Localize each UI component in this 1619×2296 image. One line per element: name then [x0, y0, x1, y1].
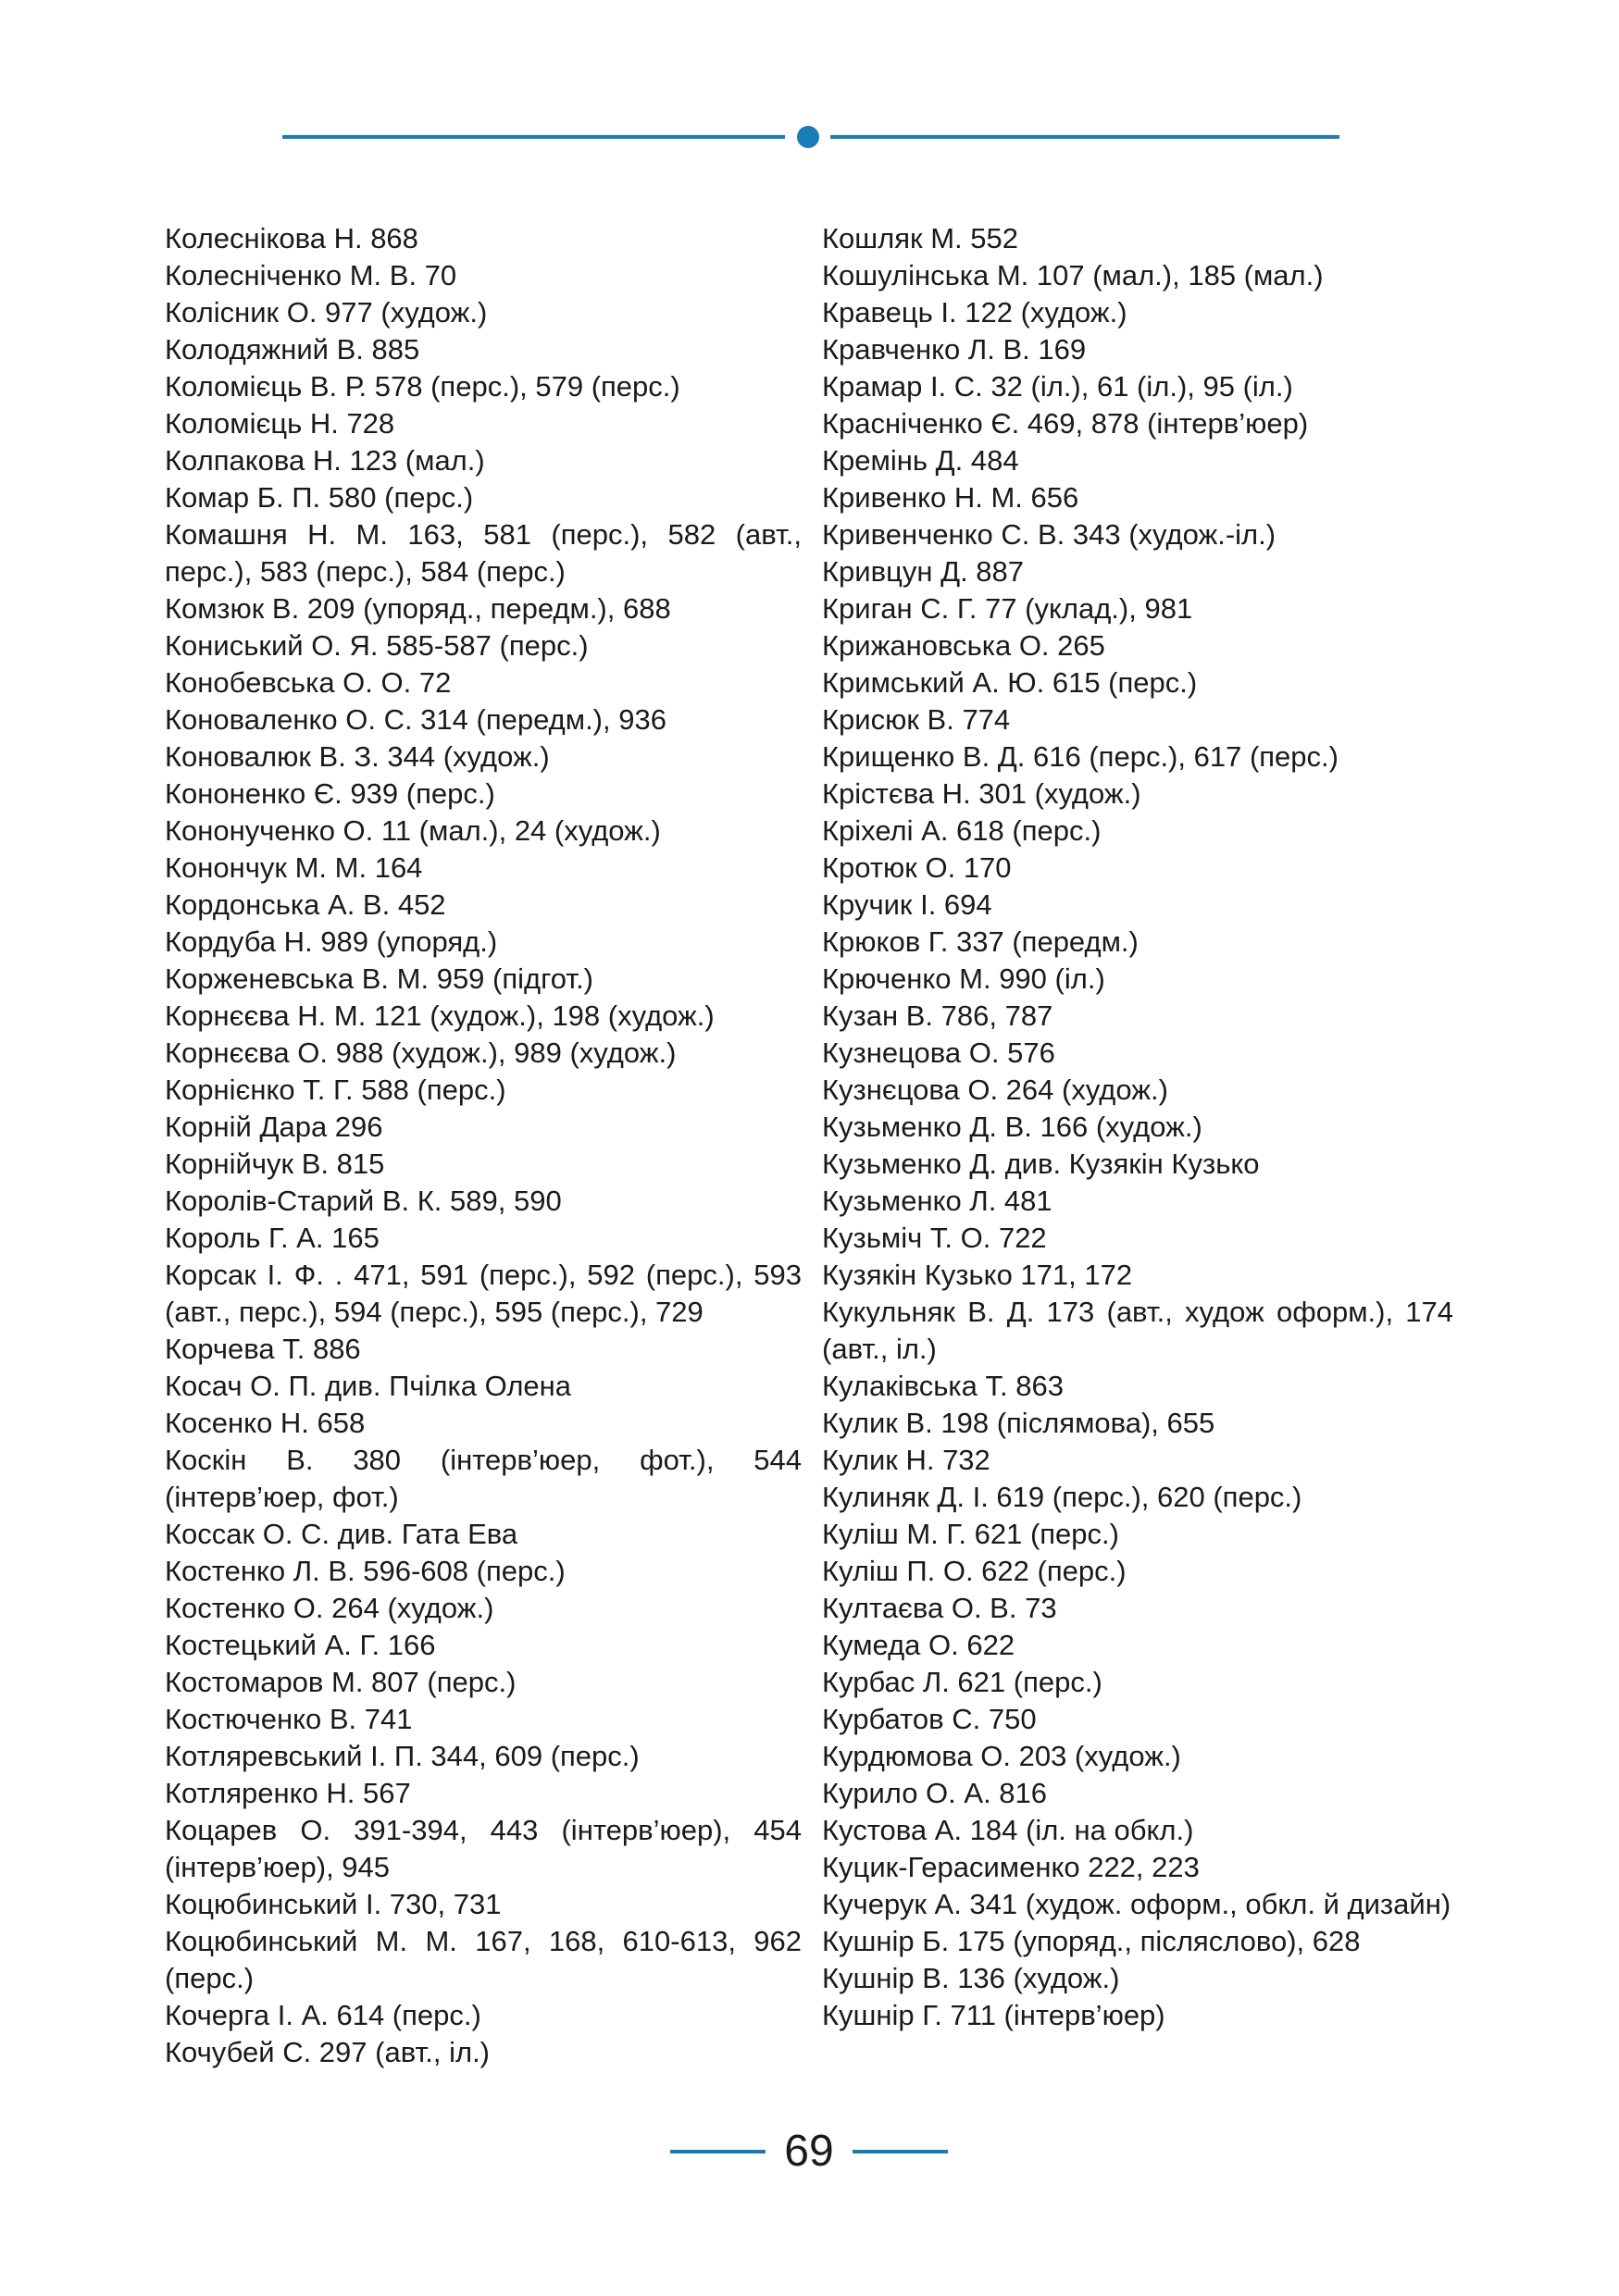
index-entry: Коновалюк В. З. 344 (худож.): [165, 740, 550, 773]
index-entry: Котляренко Н. 567: [165, 1777, 411, 1809]
index-entry: Кузякін Кузько 171, 172: [822, 1259, 1133, 1291]
top-rule-dot: [797, 126, 819, 148]
index-entry: Костюченко В. 741: [165, 1703, 413, 1735]
index-entry: Кониський О. Я. 585-587 (перс.): [165, 629, 589, 662]
index-entry: Кучерук А. 341 (худож. оформ., обкл. й дизайн): [822, 1888, 1451, 1920]
index-entry: Кривенко Н. М. 656: [822, 481, 1079, 514]
index-entry: Конобевська О. О. 72: [165, 666, 452, 699]
index-entry: Костенко О. 264 (худож.): [165, 1592, 494, 1624]
index-entry: Курбас Л. 621 (перс.): [822, 1666, 1102, 1698]
index-entry: Корнєєва Н. М. 121 (худож.), 198 (худож.): [165, 999, 715, 1032]
index-entry: Коцарев О. 391-394, 443 (інтерв’юер), 454 (інтерв’юер), 945: [165, 1814, 802, 1883]
index-entry: Кулик Н. 732: [822, 1444, 990, 1476]
index-entry: Кузьменко Л. 481: [822, 1185, 1052, 1217]
index-entry: Красніченко Є. 469, 878 (інтерв’юер): [822, 407, 1309, 440]
index-entry: Кошулінська М. 107 (мал.), 185 (мал.): [822, 259, 1324, 292]
index-entry: Кузнєцова О. 264 (худож.): [822, 1074, 1168, 1106]
index-entry: Колісник О. 977 (худож.): [165, 296, 488, 329]
index-entry: Корнієнко Т. Г. 588 (перс.): [165, 1074, 506, 1106]
index-entry: Кравченко Л. В. 169: [822, 333, 1087, 366]
index-entry: Комашня Н. М. 163, 581 (перс.), 582 (авт., перс.), 583 (перс.), 584 (перс.): [165, 518, 802, 588]
footer-rule-right: [853, 2150, 948, 2153]
page-number: 69: [784, 2127, 834, 2176]
index-entry: Кривенченко С. В. 343 (худож.-іл.): [822, 518, 1277, 551]
index-entry: Коноваленко О. С. 314 (передм.), 936: [165, 703, 666, 736]
index-entry: Кулиняк Д. І. 619 (перс.), 620 (перс.): [822, 1481, 1302, 1513]
index-entry: Крамар І. С. 32 (іл.), 61 (іл.), 95 (іл.): [822, 370, 1293, 403]
index-column-left: [165, 220, 802, 2071]
index-entry: Кочубей С. 297 (авт., іл.): [165, 2036, 491, 2068]
index-entry: Косач О. П. див. Пчілка Олена: [165, 1370, 572, 1402]
index-entry: Король Г. А. 165: [165, 1222, 380, 1254]
index-entry: Кріхелі А. 618 (перс.): [822, 814, 1102, 847]
index-entry: Коцюбинський І. 730, 731: [165, 1888, 502, 1920]
index-entry: Крюков Г. 337 (передм.): [822, 925, 1139, 958]
index-entry: Кузьміч Т. О. 722: [822, 1222, 1047, 1254]
index-entry: Коцюбинський М. М. 167, 168, 610-613, 962 (перс.): [165, 1925, 802, 1994]
index-entry: Крістєва Н. 301 (худож.): [822, 777, 1141, 810]
index-entry: Комзюк В. 209 (упоряд., передм.), 688: [165, 592, 671, 625]
index-entry: Кушнір В. 136 (худож.): [822, 1962, 1120, 1994]
index-entry: Кустова А. 184 (іл. на обкл.): [822, 1814, 1194, 1846]
index-entry: Кумеда О. 622: [822, 1629, 1015, 1661]
index-entry: Кошляк М. 552: [822, 222, 1018, 254]
index-entry: Кручик І. 694: [822, 888, 992, 921]
index-entry: Кукульняк В. Д. 173 (авт., худож оформ.), 174 (авт., іл.): [822, 1296, 1453, 1365]
index-entry: Кулаківська Т. 863: [822, 1370, 1064, 1402]
footer-rule-left: [670, 2150, 766, 2153]
index-entry: Корнєєва О. 988 (худож.), 989 (худож.): [165, 1036, 677, 1069]
index-entry: Костомаров М. 807 (перс.): [165, 1666, 517, 1698]
index-entry: Кравець І. 122 (худож.): [822, 296, 1127, 329]
top-rule-left: [282, 135, 785, 139]
index-entry: Кочерга І. А. 614 (перс.): [165, 1999, 481, 2031]
top-rule-right: [830, 135, 1339, 139]
index-entry: Корженевська В. М. 959 (підгот.): [165, 962, 594, 995]
index-entry: Куцик-Герасименко 222, 223: [822, 1851, 1200, 1883]
index-entry: Кузьменко Д. В. 166 (худож.): [822, 1111, 1202, 1143]
index-entry: Конoнученко О. 11 (мал.), 24 (худож.): [165, 814, 661, 847]
index-entry: Крищенко В. Д. 616 (перс.), 617 (перс.): [822, 740, 1339, 773]
index-entry: Комар Б. П. 580 (перс.): [165, 481, 474, 514]
index-entry: Коскін В. 380 (інтерв’юер, фот.), 544 (інтерв’юер, фот.): [165, 1444, 802, 1513]
index-entry: Колодяжний В. 885: [165, 333, 420, 366]
index-entry: Коломієць Н. 728: [165, 407, 395, 440]
index-entry: Куліш П. О. 622 (перс.): [822, 1555, 1127, 1587]
index-entry: Корчева Т. 886: [165, 1333, 361, 1365]
index-entry: Куліш М. Г. 621 (перс.): [822, 1518, 1119, 1550]
index-entry: Косенко Н. 658: [165, 1407, 366, 1439]
index-entry: Крисюк В. 774: [822, 703, 1011, 736]
index-entry: Кузьменко Д. див. Кузякін Кузько: [822, 1148, 1260, 1180]
index-entry: Колеснікова Н. 868: [165, 222, 418, 254]
index-entry: Кушнір Г. 711 (інтерв’юер): [822, 1999, 1165, 2031]
index-entry: Кузан В. 786, 787: [822, 999, 1053, 1032]
index-entry: Конончук М. М. 164: [165, 851, 423, 884]
index-entry: Кремінь Д. 484: [822, 444, 1019, 477]
index-entry: Королів-Старий В. К. 589, 590: [165, 1185, 562, 1217]
index-entry: Корнійчук В. 815: [165, 1148, 385, 1180]
index-entry: Костецький А. Г. 166: [165, 1629, 436, 1661]
index-entry: Курбатов С. 750: [822, 1703, 1037, 1735]
index-entry: Кордонська А. В. 452: [165, 888, 446, 921]
index-entry: Кузнецова О. 576: [822, 1036, 1055, 1069]
index-entry: Кулик В. 198 (післямова), 655: [822, 1407, 1215, 1439]
index-entry: Костенко Л. В. 596-608 (перс.): [165, 1555, 566, 1587]
index-entry: Колесніченко М. В. 70: [165, 259, 457, 292]
index-entry: Корсак І. Ф. . 471, 591 (перс.), 592 (перс.), 593 (авт., перс.), 594 (перс.), 595 (перс.), 729: [165, 1259, 802, 1328]
index-entry: Кротюк О. 170: [822, 851, 1012, 884]
index-entry: Кримський А. Ю. 615 (перс.): [822, 666, 1198, 699]
index-entry: Кононенко Є. 939 (перс.): [165, 777, 495, 810]
index-entry: Корній Дара 296: [165, 1111, 383, 1143]
index-entry: Коссак О. С. див. Гата Ева: [165, 1518, 518, 1550]
index-entry: Кордуба Н. 989 (упоряд.): [165, 925, 498, 958]
index-entry: Кривцун Д. 887: [822, 555, 1025, 588]
index-entry: Крюченко М. 990 (іл.): [822, 962, 1105, 995]
index-entry: Котляревський І. П. 344, 609 (перс.): [165, 1740, 640, 1772]
index-column-right: [822, 220, 1459, 2034]
index-entry: Крижановська О. 265: [822, 629, 1105, 662]
index-entry: Кушнір Б. 175 (упоряд., післяслово), 628: [822, 1925, 1361, 1957]
index-entry: Коломієць В. Р. 578 (перс.), 579 (перс.): [165, 370, 680, 403]
index-entry: Криган С. Г. 77 (уклад.), 981: [822, 592, 1193, 625]
index-entry: Колпакова Н. 123 (мал.): [165, 444, 485, 477]
index-entry: Курдюмова О. 203 (худож.): [822, 1740, 1181, 1772]
index-entry: Курило О. А. 816: [822, 1777, 1048, 1809]
index-entry: Култаєва О. В. 73: [822, 1592, 1057, 1624]
